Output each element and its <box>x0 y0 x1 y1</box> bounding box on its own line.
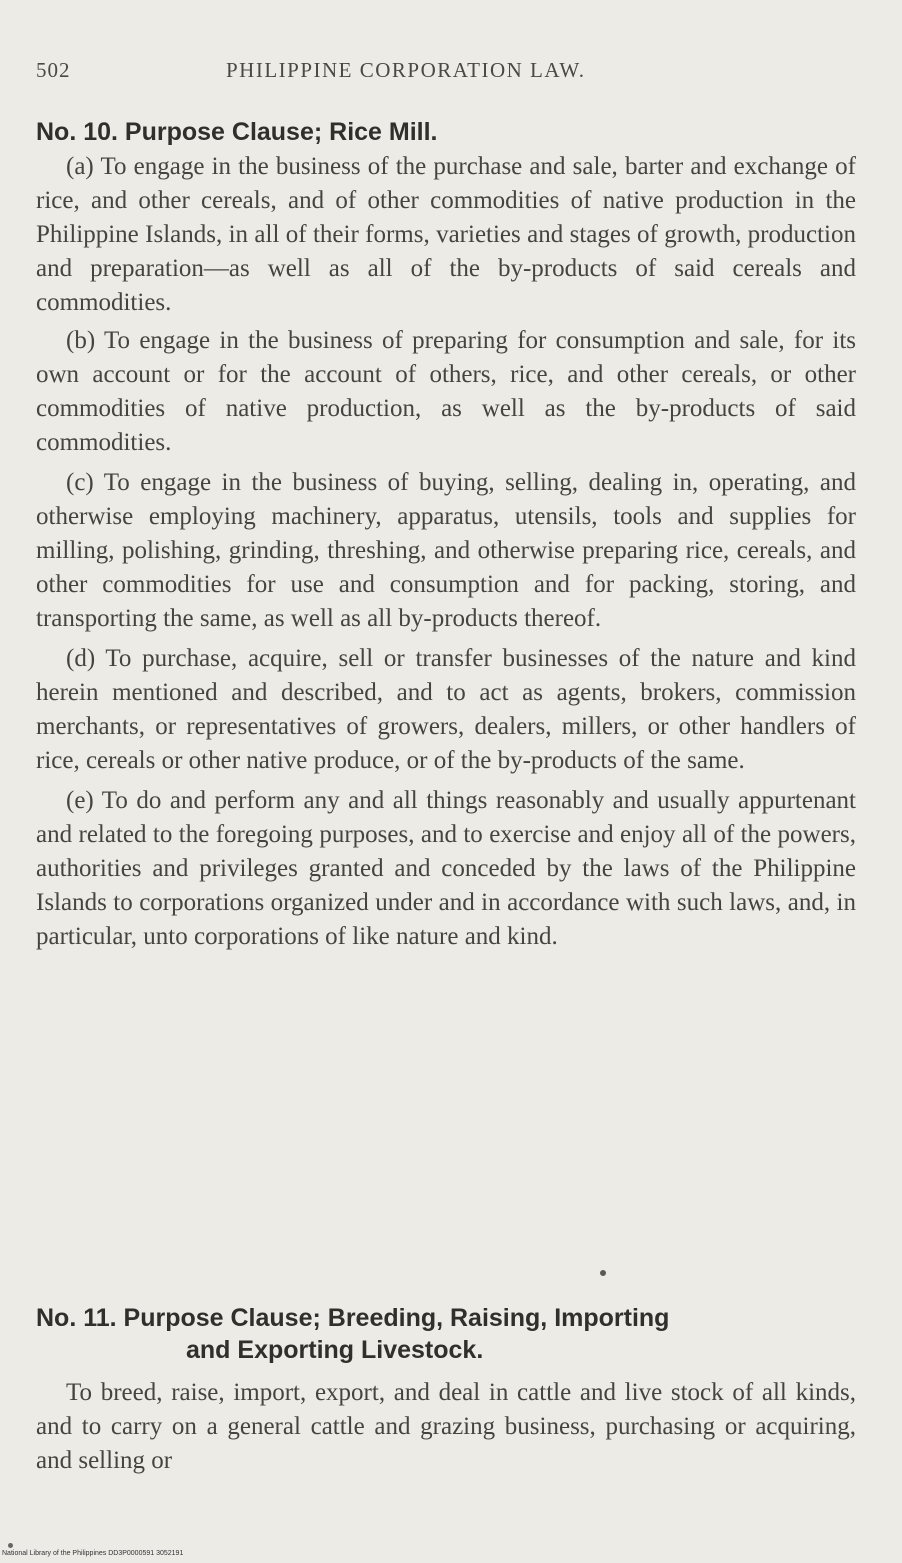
footer-dot-icon <box>8 1543 13 1548</box>
paragraph-b: (b) To engage in the business of preparing for consumption and sale, for its own account or for the account of others, rice, and other cereals, or other commodities of native production, as well as the by-products of said commodities. <box>36 327 856 456</box>
section-divider-mark <box>600 1270 606 1276</box>
page-header <box>36 58 862 90</box>
section-11-heading <box>36 1302 856 1366</box>
footer-label: National Library of the Philippines DD3P0000591 3052191 <box>2 1550 184 1557</box>
paragraph-c: (c) To engage in the business of buying, selling, dealing in, operating, and otherwise employing machinery, apparatus, utensils, tools and supplies for milling, polishing, grinding, threshing, and otherwise preparing rice, cereals, and other commodities for use and consumption and for packing, storing, and transporting the same, as well as all by-products thereof. <box>36 469 856 632</box>
section-11-heading-line2: and Exporting Livestock. <box>186 1336 484 1364</box>
paragraph-e: (e) To do and perform any and all things reasonably and usually appurtenant and related to the foregoing purposes, and to exercise and enjoy all of the powers, authorities and privileges granted and conceded by the laws of the Philippine Islands to corporations organized under and in accordance with such laws, and, in particular, unto corporations of like nature and kind. <box>36 787 856 950</box>
paragraph-d: (d) To purchase, acquire, sell or transfer businesses of the nature and kind herein mentioned and described, and to act as agents, brokers, commission merchants, or representatives of growers, dealers, millers, or other handlers of rice, cereals or other native produce, or of the by-products of the same. <box>36 645 856 774</box>
running-title: PHILIPPINE CORPORATION LAW. <box>226 58 586 82</box>
section-10-heading: No. 10. Purpose Clause; Rice Mill. <box>36 118 438 146</box>
section-11-paragraph: To breed, raise, import, export, and deal in cattle and live stock of all kinds, and to carry on a general cattle and grazing business, purchasing or acquiring, and selling or <box>36 1379 856 1474</box>
section-11-heading-line1: No. 11. Purpose Clause; Breeding, Raising, Importing <box>36 1304 670 1332</box>
page-number: 502 <box>36 58 71 82</box>
paragraph-a: (a) To engage in the business of the purchase and sale, barter and exchange of rice, and other cereals, and of other commodities of native production in the Philippine Islands, in all of their forms, varieties and stages of growth, production and preparation—as well as all of the by-products of said cereals and commodities. <box>36 153 856 316</box>
section-10 <box>36 116 856 954</box>
